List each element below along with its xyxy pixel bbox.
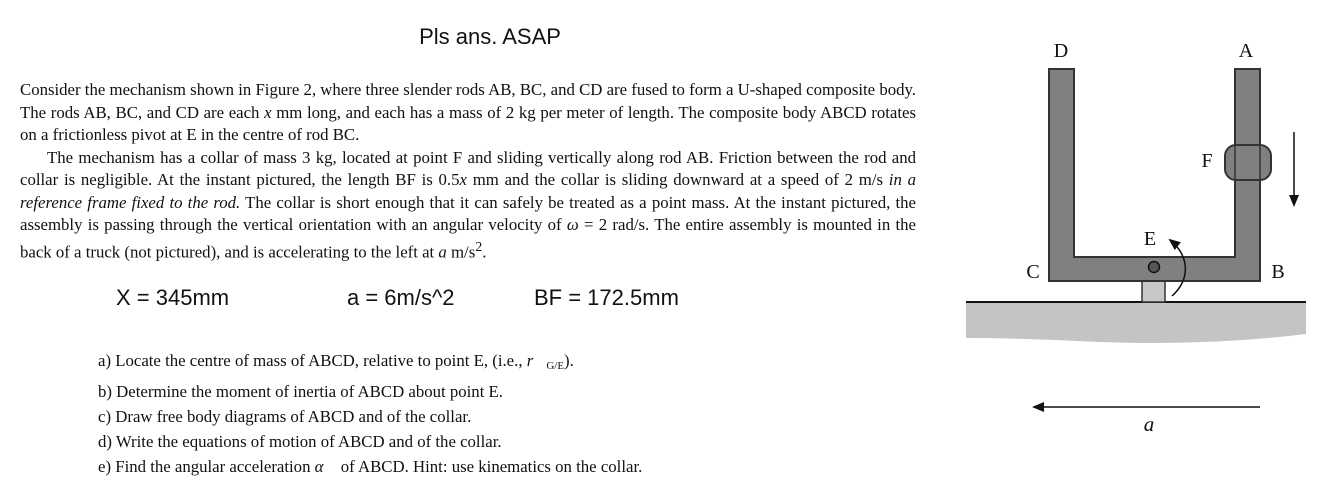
label-f: F [1201,150,1213,172]
question-a: a) Locate the centre of mass of ABCD, relative to point E, (i.e., $r⃗_{G/E}$). [98,351,574,372]
problem-paragraph-1: Consider the mechanism shown in Figure 2, where three slender rods AB, BC, and CD are fused to form a U-shaped composite body. The rods AB, BC, and CD are each x mm long, and each has a mass of 2 kg per meter of length. The composite body ABCD rotates on a frictionless pivot at E in the centre of rod BC. [20,80,917,144]
reference-frame-phrase: in a reference frame fixed to the rod. [20,170,917,212]
given-x-value: X = 345mm [116,285,230,310]
variable-x: x [264,102,272,122]
question-b: b) Determine the moment of inertia of ABCD about point E. [98,382,503,401]
label-e: E [1143,228,1157,250]
position-vector-symbol: r⃗ [526,351,547,370]
problem-statement [20,79,916,264]
label-a: A [1238,40,1254,62]
question-c: c) Draw free body diagrams of ABCD and of the collar. [98,407,472,426]
given-a-value: a = 6m/s^2 [347,285,455,310]
variable-x: x [459,170,467,189]
problem-paragraph-2: The mechanism has a collar of mass 3 kg, located at point F and sliding vertically along rod AB. Friction between the rod and collar is negligible. At the instant pictured, the length BF is 0.5x mm and the collar is sliding downward at a speed of 2 m/s in a reference frame fixed to the rod. The collar is short enough that it can safely be treated as a point mass. At the instant pictured, the assembly is passing through the vertical orientation with an angular velocity of ω = 2 rad/s. The entire assembly is mounted in the back of a truck (not pictured), and is accelerating to the left at a $m/s^2$. [20,147,917,262]
label-d: D [1053,40,1069,62]
given-bf-value: BF = 172.5mm [534,285,679,310]
request-title: Pls ans. ASAP [419,24,561,49]
collar [1225,145,1271,180]
label-b: B [1271,261,1285,283]
label-acceleration: a [1143,412,1155,436]
variable-a: a [438,242,447,262]
question-list [98,348,858,479]
angular-acceleration-symbol: α⃗ [314,457,337,476]
exponent: 2 [475,239,483,255]
pivot-support [1142,281,1165,302]
ground-surface [966,302,1306,343]
pivot-point [1149,262,1160,273]
question-d: d) Write the equations of motion of ABCD and of the collar. [98,432,502,451]
position-vector-subscript: G/E [546,360,565,372]
omega-symbol: ω [566,215,579,234]
label-c: C [1026,261,1040,283]
question-e: e) Find the angular acceleration α⃗ of ABCD. Hint: use kinematics on the collar. [98,457,643,476]
mechanism-figure [960,0,1320,484]
